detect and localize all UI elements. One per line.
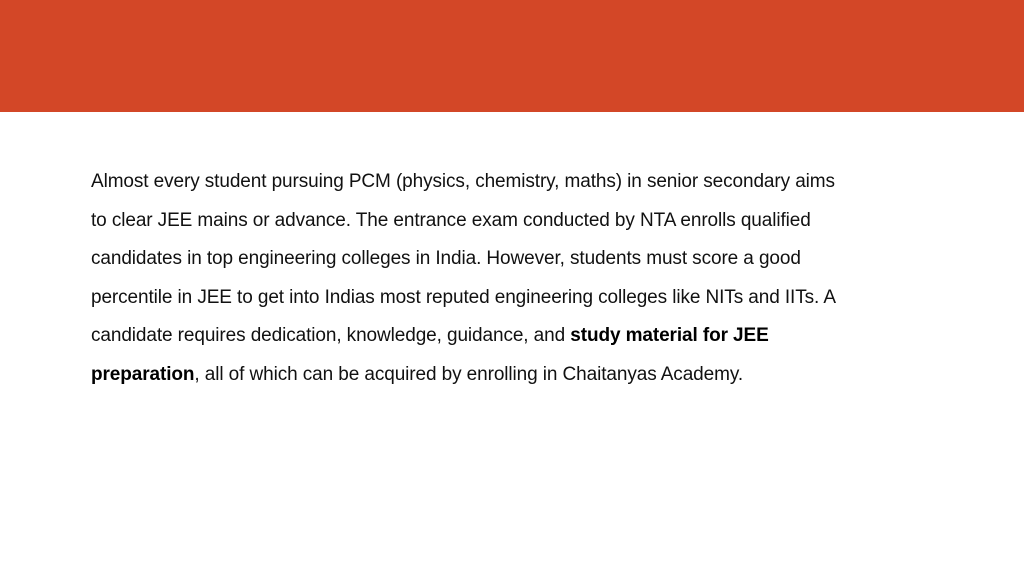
paragraph-bold-phrase: study material for JEE preparation [91, 325, 769, 385]
paragraph-intro: Almost every student pursuing PCM (physics, chemistry, maths) in senior secondary aims to clear JEE mains or advance. The entrance exam conducted by NTA enrolls qualified candidates in top engineering colleges in India. However, students must score a good percentile in JEE to get into Indias most reputed engineering colleges like NITs and IITs. A candidate requires dedication, knowledge, guidance, and [91, 171, 835, 346]
body-paragraph [91, 163, 851, 394]
paragraph-outro: , all of which can be acquired by enrolling in Chaitanyas Academy. [194, 363, 744, 385]
header-band [0, 0, 1024, 112]
